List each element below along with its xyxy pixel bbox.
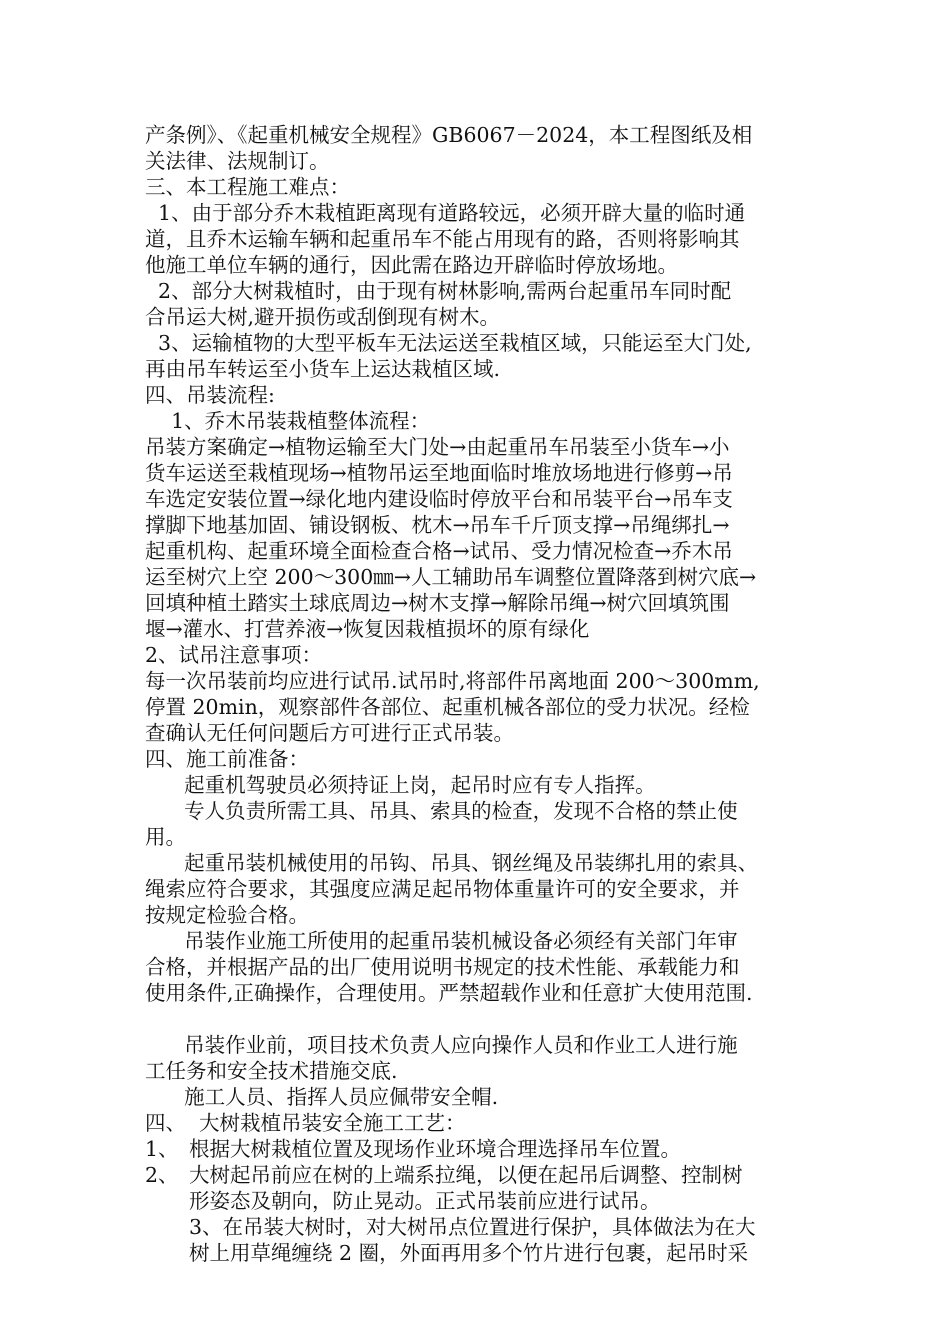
text-line: 施工人员、指挥人员应佩带安全帽.: [145, 1085, 499, 1109]
text-line: 撑脚下地基加固、铺设钢板、枕木→吊车千斤顶支撑→吊绳绑扎→: [145, 513, 730, 537]
section-heading: 四、 大树栽植吊装安全施工工艺：: [145, 1111, 466, 1135]
list-text: 大树起吊前应在树的上端系拉绳，以便在起吊后调整、控制树: [189, 1163, 743, 1187]
text-line: 吊装方案确定→植物运输至大门处→由起重吊车吊装至小货车→小: [145, 435, 730, 459]
text-line: 运至树穴上空 200～300㎜→人工辅助吊车调整位置降落到树穴底→: [145, 565, 757, 589]
text-line: 用。: [145, 825, 186, 849]
text-line: 他施工单位车辆的通行，因此需在路边开辟临时停放场地。: [145, 253, 678, 277]
text-line: 专人负责所需工具、吊具、索具的检查，发现不合格的禁止使: [145, 799, 738, 823]
section-heading: 2、试吊注意事项：: [145, 643, 323, 667]
text-line: 吊装作业前，项目技术负责人应向操作人员和作业工人进行施: [145, 1033, 738, 1057]
text-line: 使用条件,正确操作，合理使用。严禁超载作业和任意扩大使用范围.: [145, 981, 753, 1005]
text-line: 1、乔木吊装栽植整体流程：: [145, 409, 431, 433]
list-number: 1、: [145, 1137, 179, 1161]
list-text: 根据大树栽植位置及现场作业环境合理选择吊车位置。: [189, 1137, 681, 1161]
text-line: 合吊运大树,避开损伤或刮倒现有树木。: [145, 305, 501, 329]
list-item: [145, 1136, 681, 1162]
text-line: 形姿态及朝向，防止晃动。正式吊装前应进行试吊。: [189, 1189, 661, 1213]
text-line: 吊装作业施工所使用的起重吊装机械设备必须经有关部门年审: [145, 929, 738, 953]
text-line: 每一次吊装前均应进行试吊.试吊时,将部件吊离地面 200～300mm,: [145, 669, 760, 693]
section-heading: 四、吊装流程:: [145, 383, 275, 407]
section-heading: 四、施工前准备：: [145, 747, 309, 771]
text-line: 起重吊装机械使用的吊钩、吊具、钢丝绳及吊装绑扎用的索具、: [145, 851, 759, 875]
text-line: 3、在吊装大树时，对大树吊点位置进行保护，具体做法为在大: [189, 1215, 756, 1239]
text-line: 3、运输植物的大型平板车无法运送至栽植区域，只能运至大门处,: [145, 331, 752, 355]
text-line: 2、部分大树栽植时，由于现有树林影响,需两台起重吊车同时配: [145, 279, 732, 303]
text-line: 停置 20min，观察部件各部位、起重机械各部位的受力状况。经检: [145, 695, 750, 719]
list-item: [145, 1162, 743, 1188]
text-line: 产条例》、《起重机械安全规程》GB6067－2024，本工程图纸及相: [145, 123, 753, 147]
list-number: 2、: [145, 1163, 179, 1187]
text-line: 按规定检验合格。: [145, 903, 309, 927]
text-line: 起重机驾驶员必须持证上岗，起吊时应有专人指挥。: [145, 773, 656, 797]
text-line: 绳索应符合要求，其强度应满足起吊物体重量许可的安全要求，并: [145, 877, 740, 901]
text-line: 再由吊车转运至小货车上运达栽植区域.: [145, 357, 501, 381]
text-line: 回填种植土踏实土球底周边→树木支撑→解除吊绳→树穴回填筑围: [145, 591, 730, 615]
text-line: 关法律、法规制订。: [145, 149, 330, 173]
text-line: 树上用草绳缠绕 2 圈，外面再用多个竹片进行包裹，起吊时采: [189, 1241, 749, 1265]
text-line: 合格，并根据产品的出厂使用说明书规定的技术性能、承载能力和: [145, 955, 740, 979]
text-line: 查确认无任何问题后方可进行正式吊装。: [145, 721, 514, 745]
text-line: 货车运送至栽植现场→植物吊运至地面临时堆放场地进行修剪→吊: [145, 461, 733, 485]
text-line: 堰→灌水、打营养液→恢复因栽植损坏的原有绿化: [145, 617, 590, 641]
text-line: 1、由于部分乔木栽植距离现有道路较远，必须开辟大量的临时通: [145, 201, 746, 225]
text-line: 道，且乔木运输车辆和起重吊车不能占用现有的路，否则将影响其: [145, 227, 740, 251]
section-heading: 三、本工程施工难点：: [145, 175, 350, 199]
text-line: 车选定安装位置→绿化地内建设临时停放平台和吊装平台→吊车支: [145, 487, 733, 511]
text-line: 起重机构、起重环境全面检查合格→试吊、受力情况检查→乔木吊: [145, 539, 733, 563]
text-line: 工任务和安全技术措施交底.: [145, 1059, 398, 1083]
